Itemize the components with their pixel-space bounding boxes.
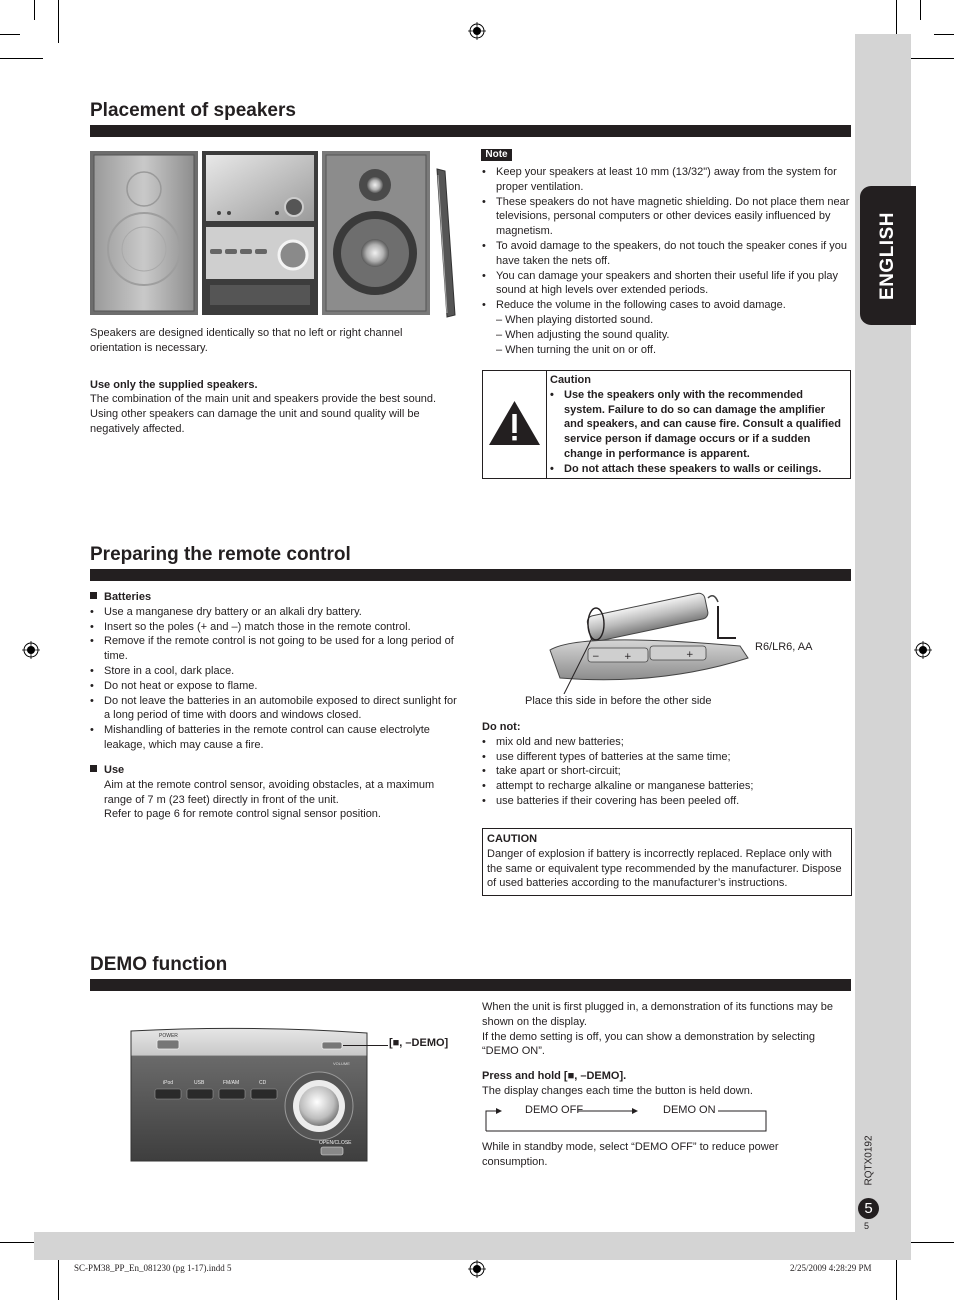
note-item: • To avoid damage to the speakers, do not touch the speaker cones if you have taken the nets off.: [482, 239, 854, 269]
supplied-speakers-text: The combination of the main unit and speakers provide the best sound. Using other speakers can damage the unit and sound quality will be negatively affected.: [90, 393, 437, 435]
section-rule: [90, 125, 851, 137]
note-item: • These speakers do not have magnetic shielding. Do not place them near televisions, personal computers or other devices easily influenced by magnetism.: [482, 195, 854, 239]
battery-caution-box: [482, 828, 852, 896]
svg-text:+: +: [686, 650, 694, 660]
crop-mark: [934, 34, 954, 35]
crop-mark: [896, 1257, 897, 1300]
demo-intro: [482, 1000, 854, 1059]
callout-line: [343, 1045, 388, 1046]
place-side-label: Place this side in before the other side: [525, 695, 712, 707]
battery-item: • Mishandling of batteries in the remote control can cause electrolyte leakage, which may cause a fire.: [90, 723, 458, 753]
registration-mark-icon: [22, 641, 40, 659]
demo-button-callout: [■, –DEMO]: [389, 1037, 449, 1049]
square-bullet-icon: [90, 592, 97, 599]
do-not-item: • take apart or short-circuit;: [482, 764, 850, 779]
crop-mark: [920, 0, 921, 20]
do-not-heading: Do not:: [482, 721, 521, 733]
crop-mark: [34, 0, 35, 20]
section-title-remote: Preparing the remote control: [90, 544, 351, 565]
note-case: – When turning the unit on or off.: [496, 343, 657, 356]
square-bullet-icon: [90, 765, 97, 772]
speaker-orientation-text: Speakers are designed identically so that no left or right channel orientation is necessary.: [90, 327, 403, 354]
registration-mark-icon: [914, 641, 932, 659]
do-not-item: • mix old and new batteries;: [482, 735, 850, 750]
language-tab-label: ENGLISH: [877, 211, 899, 300]
section-title-placement: Placement of speakers: [90, 100, 296, 121]
note-item: • Reduce the volume in the following cases to avoid damage.: [482, 298, 854, 313]
demo-on-label: DEMO ON: [663, 1104, 716, 1116]
speaker-caution-box: [482, 370, 851, 479]
ipod-label: iPod: [163, 1080, 174, 1086]
crop-mark: [911, 1242, 954, 1243]
do-not-item: • use batteries if their covering has been peeled off.: [482, 794, 850, 809]
note-case: – When adjusting the sound quality.: [496, 328, 670, 341]
supplied-speakers-heading: Use only the supplied speakers.: [90, 379, 258, 391]
crop-mark: [58, 1257, 59, 1300]
footer-timestamp: 2/25/2009 4:28:29 PM: [790, 1263, 872, 1273]
battery-item: • Insert so the poles (+ and –) match those in the remote control.: [90, 620, 458, 635]
demo-intro-2: If the demo setting is off, you can show a demonstration by selecting “DEMO ON”.: [482, 1030, 816, 1058]
page-number-badge: 5: [858, 1198, 879, 1219]
use-section: [90, 763, 458, 822]
caution-icon-cell: [483, 371, 547, 478]
speaker-system-illustration: [89, 149, 463, 319]
batteries-section: [90, 590, 458, 753]
battery-caution-body: Danger of explosion if battery is incorrectly replaced. Replace only with the same or equivalent type recommended by the manufacturer. Dispose of used batteries according to the manufacturer’s instructions.: [487, 847, 842, 890]
use-heading: Use: [90, 763, 458, 778]
page-number-small: 5: [864, 1221, 870, 1231]
footer-file-name: SC-PM38_PP_En_081230 (pg 1-17).indd 5: [74, 1263, 232, 1273]
battery-caution-title: CAUTION: [487, 833, 538, 845]
note-item: • You can damage your speakers and shorten their useful life if you play sound at high levels over extended periods.: [482, 269, 854, 299]
batteries-heading: Batteries: [90, 590, 458, 605]
press-hold-text: The display changes each time the button is held down.: [482, 1085, 753, 1097]
battery-caution-text: [487, 832, 849, 891]
unit-front-panel: [129, 1027, 369, 1163]
battery-item: • Use a manganese dry battery or an alkali dry battery.: [90, 605, 458, 620]
do-not-section: [482, 720, 850, 809]
do-not-item: • attempt to recharge alkaline or manganese batteries;: [482, 779, 850, 794]
note-item: • Keep your speakers at least 10 mm (13/32") away from the system for proper ventilation.: [482, 165, 854, 195]
battery-type-label: R6/LR6, AA: [755, 641, 813, 653]
open-close-label: OPEN/CLOSE: [319, 1140, 352, 1146]
standby-text: While in standby mode, select “DEMO OFF” to reduce power consumption.: [482, 1141, 779, 1168]
battery-item: • Remove if the remote control is not going to be used for a long period of time.: [90, 634, 458, 664]
crop-mark: [58, 0, 59, 43]
battery-item: • Do not heat or expose to flame.: [90, 679, 458, 694]
note-label: Note: [481, 149, 512, 161]
press-hold-heading: Press and hold [■, –DEMO].: [482, 1070, 627, 1082]
use-reference: Refer to page 6 for remote control signal sensor position.: [104, 808, 381, 821]
battery-item: • Store in a cool, dark place.: [90, 664, 458, 679]
remote-battery-illustration: [540, 588, 752, 694]
caution-item: • Do not attach these speakers to walls or ceilings.: [550, 462, 847, 477]
use-text: Aim at the remote control sensor, avoiding obstacles, at a maximum range of 7 m (23 feet) directly in front of the unit.: [104, 778, 435, 806]
warning-triangle-icon: [487, 399, 542, 447]
note-case: – When playing distorted sound.: [496, 313, 654, 326]
bottom-margin-bar: [34, 1232, 911, 1260]
demo-off-label: DEMO OFF: [525, 1104, 584, 1116]
svg-text:−: −: [592, 652, 600, 662]
volume-label: VOLUME: [333, 1061, 350, 1066]
fmam-label: FM/AM: [223, 1080, 240, 1086]
speaker-notes: [482, 165, 854, 357]
registration-mark-icon: [468, 22, 486, 40]
battery-item: • Do not leave the batteries in an automobile exposed to direct sunlight for a long period of time with doors and windows closed.: [90, 694, 458, 724]
section-title-demo: DEMO function: [90, 954, 228, 975]
section-rule: [90, 569, 851, 581]
caution-item: • Use the speakers only with the recommended system. Failure to do so can damage the amplifier and speakers, and can cause fire. Consult a qualified service person if damage occurs or if a sudden change in performance is apparent.: [550, 388, 847, 462]
usb-label: USB: [194, 1080, 205, 1086]
speaker-caution-text: [550, 373, 847, 477]
do-not-item: • use different types of batteries at the same time;: [482, 750, 850, 765]
cd-label: CD: [259, 1080, 267, 1086]
registration-mark-icon: [468, 1260, 486, 1278]
svg-text:+: +: [624, 652, 632, 662]
document-code: RQTX0192: [863, 1134, 875, 1186]
demo-intro-1: When the unit is first plugged in, a demonstration of its functions may be shown on the display.: [482, 1001, 833, 1028]
crop-mark: [0, 58, 43, 59]
crop-mark: [0, 34, 20, 35]
caution-title: Caution: [550, 374, 591, 386]
crop-mark: [911, 58, 954, 59]
power-label: POWER: [159, 1033, 178, 1039]
section-rule: [90, 979, 851, 991]
